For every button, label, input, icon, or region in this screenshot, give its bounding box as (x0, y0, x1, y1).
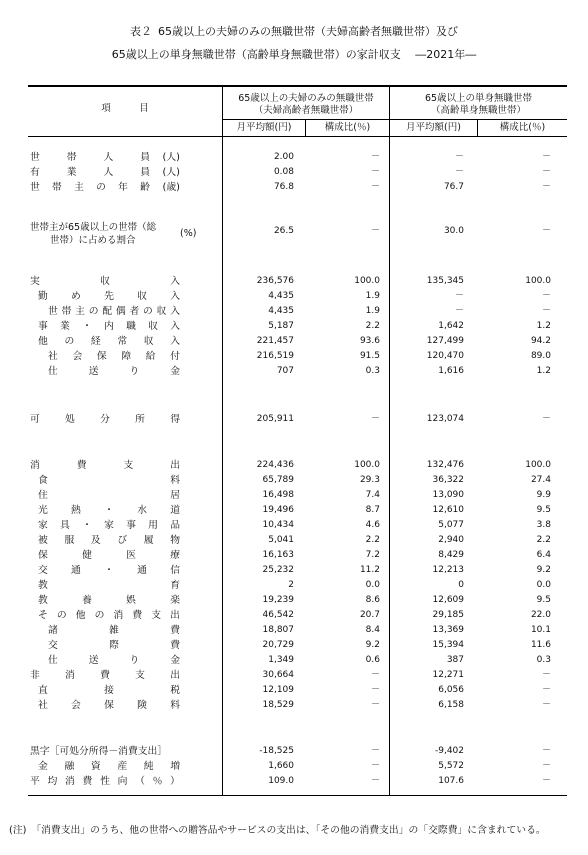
single-ratio-cell: 100.0 (525, 276, 551, 286)
row-label (30, 760, 180, 773)
col-divider-groups (389, 86, 390, 795)
special-label-line1: 世帯主が65歳以上の世帯（総 (30, 222, 157, 233)
row-label (30, 290, 180, 303)
single-ratio-cell: － (541, 152, 551, 162)
single-ratio-cell: 9.9 (536, 490, 551, 500)
single-monthly-cell: 8,429 (438, 550, 464, 560)
single-ratio-cell: 10.1 (530, 625, 551, 635)
couple-ratio-cell: － (370, 670, 380, 680)
row-label (30, 474, 180, 487)
row-label (30, 365, 180, 378)
couple-monthly-cell: 18,807 (262, 625, 294, 635)
single-ratio-cell: － (541, 761, 551, 771)
row-label-text: 社 会 保 険 料 (38, 700, 180, 711)
single-monthly-cell: 132,476 (426, 460, 464, 470)
row-label-text: 世 帯 人 員 (30, 152, 150, 163)
couple-ratio-cell: － (370, 152, 380, 162)
couple-monthly-cell: 4,435 (268, 291, 294, 301)
row-label-text: 勤 め 先 収 入 (38, 291, 180, 302)
row-label (30, 639, 180, 652)
single-monthly-cell: 5,077 (438, 520, 464, 530)
row-label (30, 594, 180, 607)
row-label-text: 住 居 (38, 490, 180, 501)
single-ratio-cell: 9.5 (536, 595, 551, 605)
couple-ratio-cell: 29.3 (359, 475, 380, 485)
couple-monthly-cell: 16,163 (262, 550, 294, 560)
couple-ratio-cell: 0.3 (365, 366, 380, 376)
single-monthly-cell: 30.0 (443, 226, 464, 236)
couple-monthly-cell: 109.0 (268, 776, 294, 786)
table-bottom-rule (28, 795, 567, 796)
single-ratio-cell: 1.2 (536, 366, 551, 376)
row-label-text: 家 具 ・ 家 事 用 品 (38, 520, 180, 531)
row-label (30, 413, 180, 426)
couple-monthly-cell: 16,498 (262, 490, 294, 500)
row-label-text: 世 帯 主 の 配 偶 者 の 収 入 (48, 306, 180, 317)
couple-monthly-cell: 46,542 (262, 610, 294, 620)
group2-monthly-header: 月平均額(円) (406, 122, 461, 133)
couple-monthly-cell: 221,457 (256, 336, 294, 346)
single-monthly-cell: 13,090 (432, 490, 464, 500)
couple-monthly-cell: 1,660 (268, 761, 294, 771)
row-label (30, 654, 180, 667)
single-monthly-cell: 0 (458, 580, 464, 590)
special-label-unit: (%) (180, 228, 197, 239)
single-ratio-cell: 1.2 (536, 321, 551, 331)
single-ratio-cell: － (541, 670, 551, 680)
row-label (30, 624, 180, 637)
row-label (30, 166, 180, 179)
couple-monthly-cell: 18,529 (262, 700, 294, 710)
row-label-text: 可 処 分 所 得 (30, 414, 180, 425)
couple-ratio-cell: － (370, 167, 380, 177)
couple-ratio-cell: 7.4 (365, 490, 380, 500)
group1-ratio-header: 構成比(％) (324, 122, 371, 133)
single-monthly-cell: 1,642 (438, 321, 464, 331)
single-monthly-cell: 29,185 (432, 610, 464, 620)
couple-ratio-cell: － (370, 182, 380, 192)
couple-monthly-cell: 30,664 (262, 670, 294, 680)
single-ratio-cell: － (541, 306, 551, 316)
row-label-text: 消 費 支 出 (30, 460, 180, 471)
row-label-text: 教 養 娯 楽 (38, 595, 180, 606)
item-header: 項 目 (101, 103, 149, 114)
table-title-line2: 65歳以上の単身無職世帯（高齢単身無職世帯）の家計収支 ―2021年― (111, 48, 477, 61)
table-top-rule (28, 85, 567, 87)
single-ratio-cell: 94.2 (530, 336, 551, 346)
footnote: (注) 「消費支出」のうち、他の世帯への贈答品やサービスの支出は、「その他の消費支出」の「交際費」に含まれている。 (9, 825, 546, 836)
row-label (30, 669, 180, 682)
couple-monthly-cell: 707 (276, 366, 294, 376)
couple-ratio-cell: 2.2 (365, 321, 380, 331)
single-monthly-cell: 120,470 (426, 351, 464, 361)
couple-ratio-cell: 8.7 (365, 505, 380, 515)
single-monthly-cell: 76.7 (443, 182, 464, 192)
single-ratio-cell: － (541, 700, 551, 710)
table-title-line1 (0, 23, 588, 39)
table-number: 表２ (130, 25, 152, 38)
group2-ratio-header: 構成比(％) (499, 122, 546, 133)
couple-ratio-cell: 8.6 (365, 595, 380, 605)
col-divider-items (222, 86, 223, 795)
couple-monthly-cell: 10,434 (262, 520, 294, 530)
couple-monthly-cell: 205,911 (256, 414, 294, 424)
row-label (30, 534, 180, 547)
single-ratio-cell: 22.0 (530, 610, 551, 620)
row-label (30, 350, 180, 363)
row-label (30, 305, 180, 318)
single-ratio-cell: 0.3 (536, 655, 551, 665)
single-ratio-cell: 9.2 (536, 565, 551, 575)
row-unit: (人) (162, 167, 180, 178)
row-label-text: 交 通 ・ 通 信 (38, 565, 180, 576)
single-monthly-cell: 12,213 (432, 565, 464, 575)
row-label-text: 社 会 保 障 給 付 (48, 351, 180, 362)
single-ratio-cell: － (541, 182, 551, 192)
row-label-text: 有 業 人 員 (30, 167, 150, 178)
couple-monthly-cell: 0.08 (273, 167, 294, 177)
couple-monthly-cell: 65,789 (262, 475, 294, 485)
couple-ratio-cell: 9.2 (365, 640, 380, 650)
single-ratio-cell: 0.0 (536, 580, 551, 590)
single-monthly-cell: 12,610 (432, 505, 464, 515)
single-ratio-cell: － (541, 414, 551, 424)
row-label (30, 699, 180, 712)
group2-header-line2: （高齢単身無職世帯） (430, 105, 526, 116)
row-label (30, 275, 180, 288)
couple-ratio-cell: 1.9 (365, 291, 380, 301)
couple-ratio-cell: 8.4 (365, 625, 380, 635)
single-monthly-cell: 123,074 (426, 414, 464, 424)
row-label-text: そ の 他 の 消 費 支 出 (38, 610, 180, 621)
single-monthly-cell: 6,056 (438, 685, 464, 695)
couple-monthly-cell: 4,435 (268, 306, 294, 316)
couple-ratio-cell: 100.0 (354, 276, 380, 286)
single-monthly-cell: 12,271 (432, 670, 464, 680)
single-ratio-cell: 100.0 (525, 460, 551, 470)
group1-header-line1: 65歳以上の夫婦のみの無職世帯 (238, 93, 374, 104)
single-ratio-cell: 3.8 (536, 520, 551, 530)
couple-ratio-cell: 0.0 (365, 580, 380, 590)
single-monthly-cell: -9,402 (434, 746, 464, 756)
row-label-text: 実 収 入 (30, 276, 180, 287)
single-ratio-cell: 9.5 (536, 505, 551, 515)
couple-monthly-cell: -18,525 (259, 746, 294, 756)
single-monthly-cell: 2,940 (438, 535, 464, 545)
row-label-text: 教 育 (38, 580, 180, 591)
couple-monthly-cell: 76.8 (273, 182, 294, 192)
row-label (30, 504, 180, 517)
couple-monthly-cell: 216,519 (256, 351, 294, 361)
row-label (30, 564, 180, 577)
single-ratio-cell: － (541, 291, 551, 301)
row-label-text: 諸 雑 費 (48, 625, 180, 636)
single-monthly-cell: 13,369 (432, 625, 464, 635)
single-monthly-cell: 127,499 (426, 336, 464, 346)
row-label (30, 519, 180, 532)
row-label (30, 459, 180, 472)
couple-ratio-cell: － (370, 761, 380, 771)
single-monthly-cell: 15,394 (432, 640, 464, 650)
single-monthly-cell: 6,158 (438, 700, 464, 710)
row-label-text: 被 服 及 び 履 物 (38, 535, 180, 546)
row-label-text: 非 消 費 支 出 (30, 670, 180, 681)
single-monthly-cell: 135,345 (426, 276, 464, 286)
couple-monthly-cell: 12,109 (262, 685, 294, 695)
single-monthly-cell: 36,322 (432, 475, 464, 485)
couple-monthly-cell: 19,496 (262, 505, 294, 515)
row-label-text: 世 帯 主 の 年 齢 (30, 182, 150, 193)
title-text-1: 65歳以上の夫婦のみの無職世帯（夫婦高齢者無職世帯）及び (158, 25, 458, 38)
couple-monthly-cell: 25,232 (262, 565, 294, 575)
row-unit: (歳) (162, 182, 180, 193)
row-label (30, 489, 180, 502)
single-ratio-cell: － (541, 167, 551, 177)
couple-ratio-cell: 7.2 (365, 550, 380, 560)
couple-ratio-cell: 2.2 (365, 535, 380, 545)
couple-monthly-cell: 1,349 (268, 655, 294, 665)
row-label-text: 金 融 資 産 純 増 (38, 761, 180, 772)
single-monthly-cell: － (454, 306, 464, 316)
row-label-text: 保 健 医 療 (38, 550, 180, 561)
row-label-text: 平 均 消 費 性 向 （ ％ ） (30, 776, 180, 787)
couple-ratio-cell: 0.6 (365, 655, 380, 665)
group1-monthly-header: 月平均額(円) (236, 122, 292, 133)
single-monthly-cell: － (454, 167, 464, 177)
subheader-rule (222, 119, 567, 120)
couple-ratio-cell: 4.6 (365, 520, 380, 530)
single-monthly-cell: － (454, 291, 464, 301)
couple-ratio-cell: 100.0 (354, 460, 380, 470)
group2-header-line1: 65歳以上の単身無職世帯 (424, 93, 533, 104)
single-ratio-cell: － (541, 776, 551, 786)
row-label-text: 仕 送 り 金 (48, 655, 180, 666)
group1-header-line2: （夫婦高齢者無職世帯） (253, 105, 359, 116)
row-label (30, 745, 180, 758)
row-label-text: 食 料 (38, 475, 180, 486)
single-ratio-cell: － (541, 226, 551, 236)
couple-ratio-cell: － (370, 776, 380, 786)
couple-ratio-cell: － (370, 226, 380, 236)
couple-monthly-cell: 2.00 (273, 152, 294, 162)
single-monthly-cell: － (454, 152, 464, 162)
single-ratio-cell: 2.2 (536, 535, 551, 545)
couple-ratio-cell: 20.7 (359, 610, 380, 620)
couple-ratio-cell: － (370, 414, 380, 424)
couple-monthly-cell: 236,576 (256, 276, 294, 286)
couple-monthly-cell: 5,187 (268, 321, 294, 331)
single-ratio-cell: 11.6 (530, 640, 551, 650)
row-label (30, 609, 180, 622)
row-label (30, 181, 180, 194)
row-label (30, 151, 180, 164)
couple-ratio-cell: 93.6 (359, 336, 380, 346)
single-monthly-cell: 12,609 (432, 595, 464, 605)
single-monthly-cell: 5,572 (438, 761, 464, 771)
row-label (30, 684, 180, 697)
single-ratio-cell: － (541, 746, 551, 756)
couple-ratio-cell: － (370, 700, 380, 710)
special-label-line2: 世帯）に占める割合 (50, 235, 136, 246)
couple-monthly-cell: 5,041 (268, 535, 294, 545)
row-label (30, 320, 180, 333)
couple-ratio-cell: 91.5 (359, 351, 380, 361)
single-ratio-cell: 89.0 (530, 351, 551, 361)
couple-ratio-cell: － (370, 685, 380, 695)
row-label-text: 光 熱 ・ 水 道 (38, 505, 180, 516)
row-label (30, 579, 180, 592)
single-ratio-cell: 6.4 (536, 550, 551, 560)
single-ratio-cell: 27.4 (530, 475, 551, 485)
row-label (30, 335, 180, 348)
couple-monthly-cell: 26.5 (273, 226, 294, 236)
couple-ratio-cell: 1.9 (365, 306, 380, 316)
single-monthly-cell: 1,616 (438, 366, 464, 376)
row-label (30, 549, 180, 562)
single-monthly-cell: 107.6 (438, 776, 464, 786)
row-label-text: 仕 送 り 金 (48, 366, 180, 377)
row-label (30, 775, 180, 788)
single-ratio-cell: － (541, 685, 551, 695)
couple-monthly-cell: 224,436 (256, 460, 294, 470)
header-bottom-rule (28, 136, 567, 137)
row-label-text: 交 際 費 (48, 640, 180, 651)
row-label-text: 他 の 経 常 収 入 (38, 336, 180, 347)
row-label-text: 直 接 税 (38, 685, 180, 696)
couple-monthly-cell: 19,239 (262, 595, 294, 605)
couple-ratio-cell: － (370, 746, 380, 756)
couple-ratio-cell: 11.2 (359, 565, 380, 575)
row-label-text: 黒字［可処分所得－消費支出］ (30, 746, 168, 757)
single-monthly-cell: 387 (446, 655, 464, 665)
row-label-text: 事 業 ・ 内 職 収 入 (38, 321, 180, 332)
row-unit: (人) (162, 152, 180, 163)
couple-monthly-cell: 2 (288, 580, 294, 590)
couple-monthly-cell: 20,729 (262, 640, 294, 650)
